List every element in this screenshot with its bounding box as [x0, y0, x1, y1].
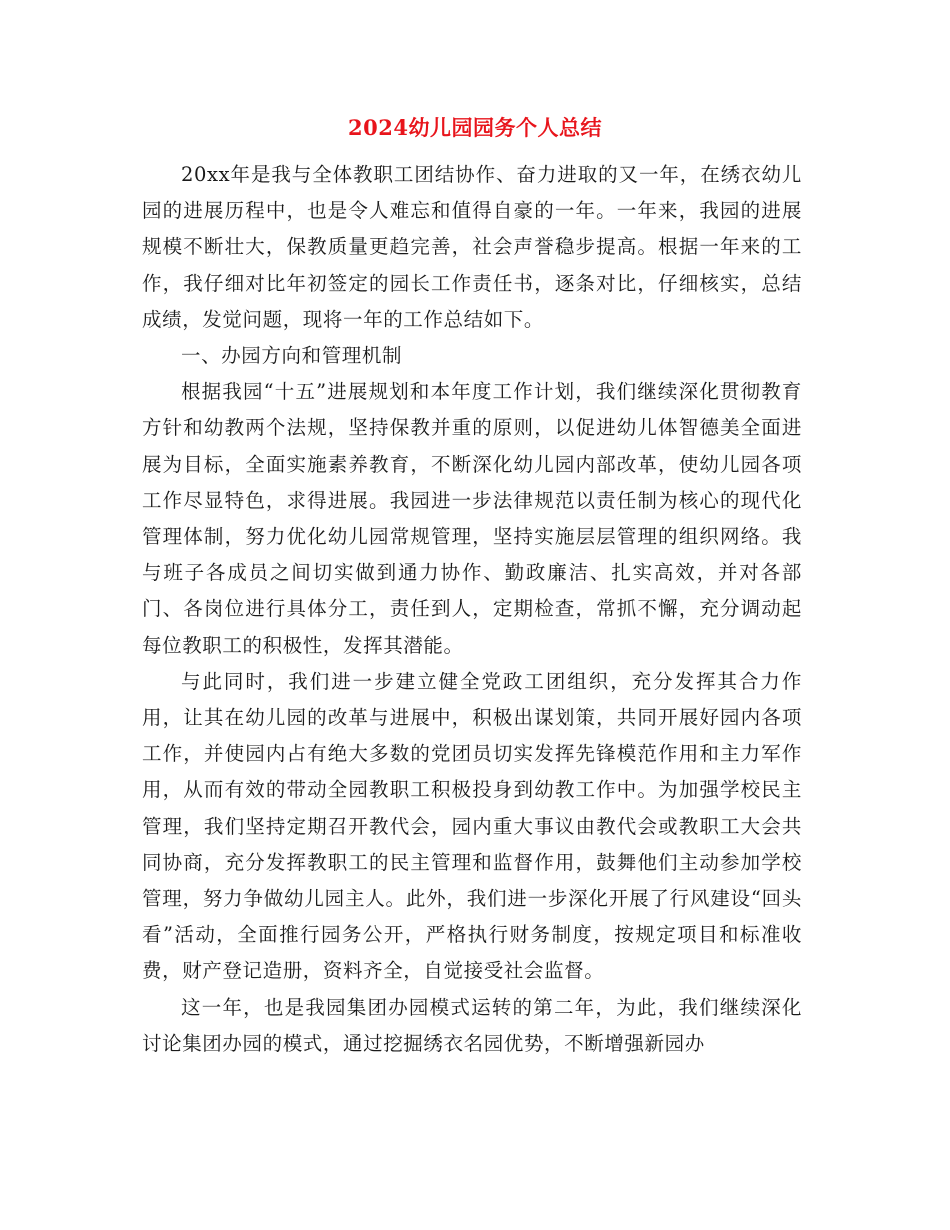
paragraph: 这一年，也是我园集团办园模式运转的第二年，为此，我们继续深化讨论集团办园的模式，通过挖掘绣衣名园优势，不断增强新园办 [142, 995, 802, 1055]
document-title: 2024幼儿园园务个人总结 [348, 115, 602, 140]
paragraph-intro: 20xx年是我与全体教职工团结协作、奋力进取的又一年，在绣衣幼儿园的进展历程中，也是令人难忘和值得自豪的一年。一年来，我园的进展规模不断壮大，保教质量更趋完善，社会声誉稳步提高。根据一年来的工作，我仔细对比年初签定的园长工作责任书，逐条对比，仔细核实，总结成绩，发觉问题，现将一年的工作总结如下。 [142, 163, 802, 331]
paragraph: 与此同时，我们进一步建立健全党政工团组织，充分发挥其合力作用，让其在幼儿园的改革与进展中，积极出谋划策，共同开展好园内各项工作，并使园内占有绝大多数的党团员切实发挥先锋模范作用和主力军作用，从而有效的带动全园教职工积极投身到幼教工作中。为加强学校民主管理，我们坚持定期召开教代会，园内重大事议由教代会或教职工大会共同协商，充分发挥教职工的民主管理和监督作用，鼓舞他们主动参加学校管理，努力争做幼儿园主人。此外，我们进一步深化开展了行风建设“回头看”活动，全面推行园务公开，严格执行财务制度，按规定项目和标准收费，财产登记造册，资料齐全，自觉接受社会监督。 [142, 669, 802, 983]
document-body [142, 157, 802, 1062]
paragraph: 根据我园“十五”进展规划和本年度工作计划，我们继续深化贯彻教育方针和幼教两个法规，坚持保教并重的原则，以促进幼儿体智德美全面进展为目标，全面实施素养教育，不断深化幼儿园内部改革，使幼儿园各项工作尽显特色，求得进展。我园进一步法律规范以责任制为核心的现代化管理体制，努力优化幼儿园常规管理，坚持实施层层管理的组织网络。我与班子各成员之间切实做到通力协作、勤政廉洁、扎实高效，并对各部门、各岗位进行具体分工，责任到人，定期检查，常抓不懈，充分调动起每位教职工的积极性，发挥其潜能。 [142, 380, 802, 657]
section-heading: 一、办园方向和管理机制 [181, 344, 403, 368]
